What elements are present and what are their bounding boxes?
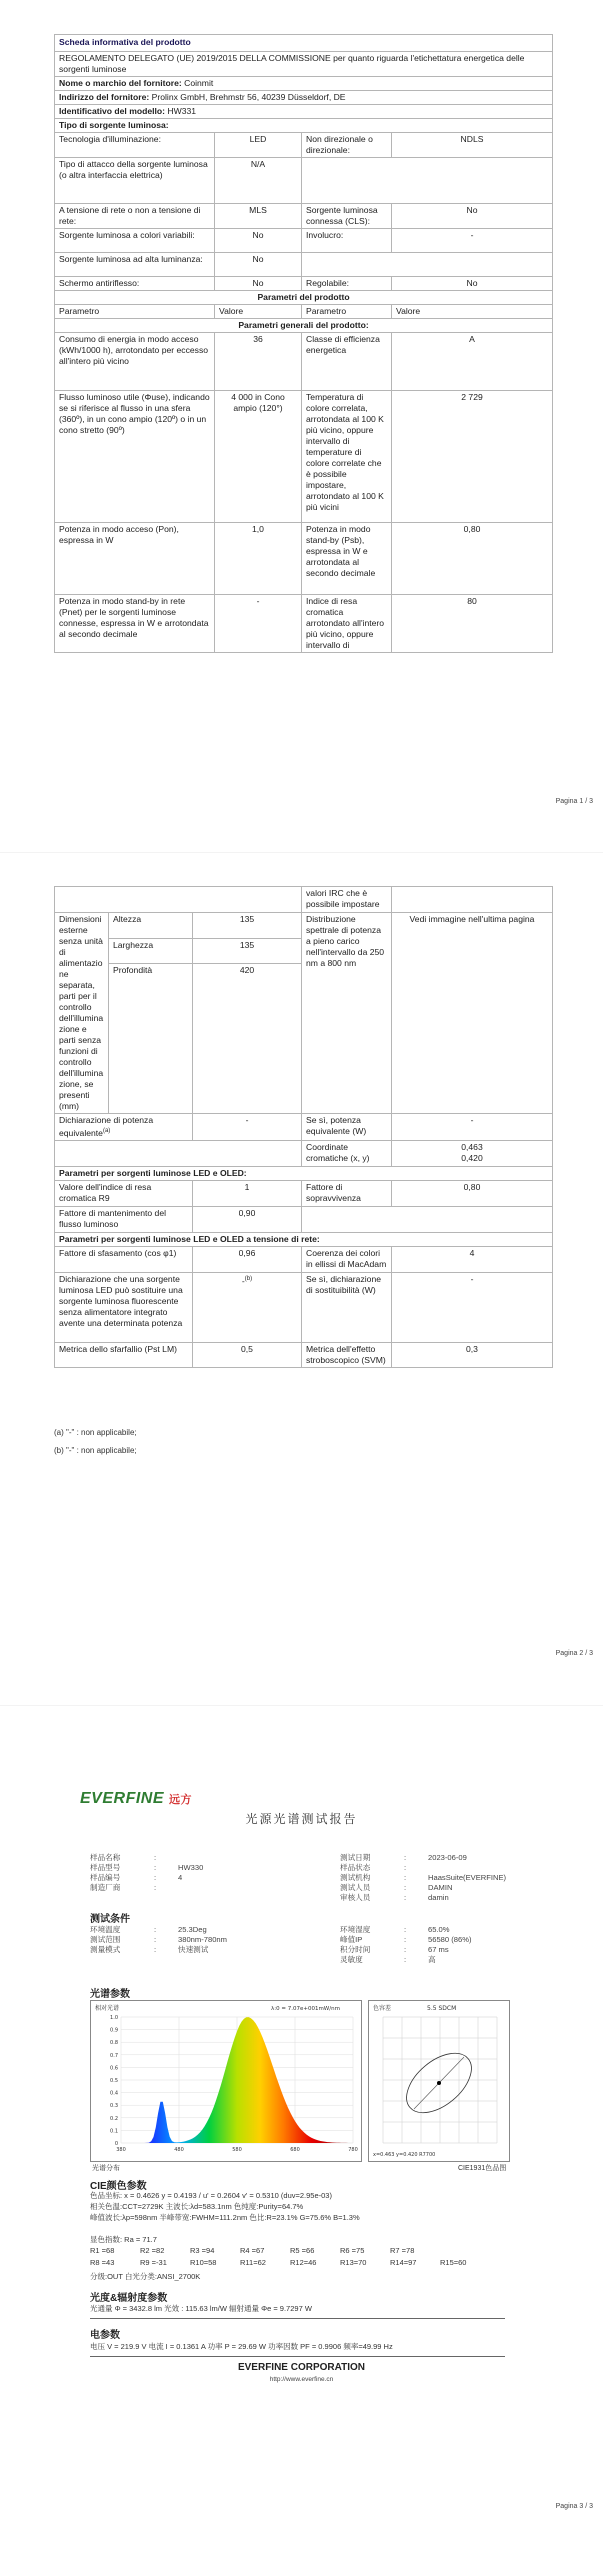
- info-sep: :: [154, 1853, 157, 1862]
- info-value: 65.0%: [428, 1925, 450, 1934]
- info-sep: :: [154, 1925, 157, 1934]
- model-id: HW331: [167, 106, 197, 116]
- info-value: 56580 (86%): [428, 1935, 472, 1944]
- info-row: [90, 1873, 207, 1883]
- y-tick-label: 0: [114, 2141, 118, 2147]
- tech-value: LED: [215, 133, 302, 158]
- light-source-type-heading: Tipo di sorgente luminosa:: [55, 119, 553, 133]
- y-tick-label: 0.1: [110, 2128, 118, 2135]
- flicker-label: Metrica dello sfarfallio (Pst LM): [55, 1342, 193, 1367]
- class-value: A: [392, 333, 553, 391]
- y-tick-label: 1.0: [110, 2015, 118, 2021]
- r-values-row-1: [90, 2246, 440, 2255]
- photometric-line: 光通量 Φ = 3432.8 lm 光效 : 115.63 lm/W 辐射通量 Φe = 9.7297 W: [90, 2304, 312, 2313]
- y-tick-label: 0.4: [110, 2090, 118, 2097]
- info-sep: :: [404, 1925, 407, 1934]
- info-value: HW330: [178, 1863, 204, 1872]
- energy-label: Consumo di energia in modo acceso (kWh/1000 h), arrotondato per eccesso all'intero più vicino: [55, 333, 215, 391]
- report-title: 光源光谱测试报告: [245, 1812, 358, 1826]
- svm-value: 0,3: [392, 1342, 553, 1367]
- r-value: R7 =78: [390, 2246, 415, 2255]
- empty-cell: [55, 1140, 302, 1166]
- class-label: Classe di efficienza energetica: [302, 333, 392, 391]
- sample-info-left: [90, 1853, 207, 1893]
- info-key: 测试机构: [340, 1873, 371, 1882]
- info-key: 测试人员: [340, 1883, 371, 1892]
- spd-value: Vedi immagine nell'ultima pagina: [392, 913, 553, 1114]
- equiv-footnote-ref: (a): [102, 1128, 111, 1134]
- cls-value: No: [392, 204, 553, 229]
- general-params-heading: Parametri generali del prodotto:: [55, 319, 553, 333]
- test-conditions-right: [340, 1925, 475, 1965]
- test-conditions-heading: 测试条件: [90, 1914, 130, 1925]
- info-sep: :: [404, 1955, 407, 1964]
- info-key: 环境湿度: [340, 1925, 371, 1934]
- mains-label: A tensione di rete o non a tensione di rete:: [55, 204, 215, 229]
- x-tick-label: 580: [232, 2147, 242, 2153]
- product-sheet-table-continued: [54, 886, 553, 1368]
- r-value: R9 =-31: [140, 2258, 167, 2267]
- info-value: 高: [428, 1955, 436, 1964]
- footnote-b: (b) "-" : non applicabile;: [54, 1446, 137, 1455]
- equiv-w-value: -: [392, 1114, 553, 1141]
- info-row: [340, 1893, 510, 1903]
- cie-chart-label: 色容差: [373, 2005, 392, 2012]
- cie-grid: [383, 2017, 497, 2143]
- supplier-address: Prolinx GmbH, Brehmstr 56, 40239 Düsseldorf, DE: [151, 92, 346, 102]
- info-value: HaasSuite(EVERFINE): [428, 1873, 507, 1882]
- fluor-w-value: -: [392, 1272, 553, 1342]
- macadam-value: 4: [392, 1246, 553, 1272]
- equiv-w-label: Se sì, potenza equivalente (W): [302, 1114, 392, 1141]
- y-tick-label: 0.6: [110, 2065, 118, 2072]
- page-number: Pagina 3 / 3: [555, 2503, 593, 2510]
- info-row: [90, 1853, 207, 1863]
- r-value: R1 =68: [90, 2246, 115, 2255]
- cie-svg: [369, 2001, 509, 2161]
- info-row: [340, 1873, 510, 1883]
- chromaticity-point: [437, 2081, 441, 2085]
- x-tick-label: 780: [348, 2147, 358, 2153]
- r9-value: 1: [193, 1180, 302, 1206]
- cct-label: Temperatura di colore correlata, arrotondata al 100 K più vicino, oppure intervallo di temperature di colore correlate che è possibile impostare, arrotondato al 100 K più vicini: [302, 391, 392, 523]
- info-key: 积分时间: [340, 1945, 371, 1954]
- spectrum-chart-label: 相对光谱: [95, 2005, 120, 2012]
- cap-value: N/A: [215, 158, 302, 204]
- empty-cell: [302, 1206, 553, 1232]
- test-conditions-left: [90, 1925, 231, 1955]
- page-number: Pagina 2 / 3: [555, 1650, 593, 1657]
- r-value: R15=60: [440, 2258, 467, 2267]
- height-label: Altezza: [109, 913, 193, 939]
- info-sep: :: [154, 1935, 157, 1944]
- mains-value: MLS: [215, 204, 302, 229]
- sample-info-right: [340, 1853, 510, 1903]
- displacement-label: Fattore di sfasamento (cos φ1): [55, 1246, 193, 1272]
- colour-value: No: [215, 229, 302, 253]
- flux-label: Flusso luminoso utile (Φuse), indicando se si riferisce al flusso in una sfera (360º), in un cono ampio (120º) o in un cono stretto (90º): [55, 391, 215, 523]
- maintenance-label: Fattore di mantenimento del flusso luminoso: [55, 1206, 193, 1232]
- info-row: [90, 1863, 207, 1873]
- footnote-a: (a) "-" : non applicabile;: [54, 1428, 137, 1437]
- info-sep: :: [404, 1873, 407, 1882]
- info-sep: :: [404, 1853, 407, 1862]
- photometric-heading: 光度&辐射度参数: [90, 2293, 168, 2304]
- fluor-value-cell: [193, 1272, 302, 1342]
- supplier-address-label: Indirizzo del fornitore:: [59, 92, 150, 102]
- page-title: Scheda informativa del prodotto: [55, 35, 553, 52]
- fluor-label: Dichiarazione che una sorgente luminosa LED può sostituire una sorgente luminosa fluorescente senza alimentatore integrato avente una determinata potenza: [55, 1272, 193, 1342]
- chroma-x: 0,463: [461, 1141, 483, 1152]
- info-key: 测试日期: [340, 1853, 371, 1862]
- cie-params-heading: CIE颜色参数: [90, 2181, 147, 2192]
- supplier-address-row: [55, 91, 553, 105]
- height-value: 135: [193, 913, 302, 939]
- dimmable-value: No: [392, 277, 553, 291]
- cie-line: 相关色温:CCT=2729K 主波长:λd=583.1nm 色纯度:Purity=64.7%: [90, 2202, 304, 2211]
- info-row: [340, 1925, 475, 1935]
- cri-value: 80: [392, 595, 553, 653]
- r-value: R13=70: [340, 2258, 367, 2267]
- r-value: R11=62: [240, 2258, 266, 2267]
- tech-label: Tecnologia d'illuminazione:: [55, 133, 215, 158]
- displacement-value: 0,96: [193, 1246, 302, 1272]
- x-tick-label: 480: [174, 2147, 184, 2153]
- r-value: R5 =66: [290, 2246, 315, 2255]
- spectrum-caption: 光谱分布: [92, 2165, 120, 2172]
- info-value: 4: [178, 1873, 183, 1882]
- regulation-text: REGOLAMENTO DELEGATO (UE) 2019/2015 DELLA COMMISSIONE per quanto riguarda l'etichettatura energetica delle sorgenti luminose: [55, 52, 553, 77]
- page-divider: [0, 852, 603, 853]
- model-label: Identificativo del modello:: [59, 106, 165, 116]
- cct-value: 2 729: [392, 391, 553, 523]
- high-luminance-value: No: [215, 253, 302, 277]
- y-tick-label: 0.2: [110, 2115, 118, 2122]
- r-value: R3 =94: [190, 2246, 215, 2255]
- empty-cell: [302, 158, 553, 204]
- info-sep: :: [404, 1935, 407, 1944]
- info-value: 380nm-780nm: [178, 1935, 227, 1944]
- flicker-value: 0,5: [193, 1342, 302, 1367]
- info-value: 快速测试: [178, 1945, 209, 1954]
- survival-value: 0,80: [392, 1180, 553, 1206]
- energy-value: 36: [215, 333, 302, 391]
- electrical-heading: 电参数: [90, 2330, 120, 2341]
- cie-chart: [368, 2000, 510, 2162]
- spectrum-y-ticks: [110, 2015, 118, 2147]
- info-key: 样品状态: [340, 1863, 371, 1872]
- ra-line: 显色指数: Ra = 71.7: [90, 2235, 157, 2244]
- info-row: [90, 1945, 231, 1955]
- logo-cn: 远方: [168, 1794, 192, 1806]
- r-value: R4 =67: [240, 2246, 265, 2255]
- info-row: [340, 1955, 475, 1965]
- info-key: 样品型号: [90, 1863, 121, 1872]
- corporation-url: http://www.everfine.cn: [269, 2376, 334, 2383]
- info-value: [178, 1883, 207, 1893]
- info-key: 审核人员: [340, 1893, 371, 1902]
- info-key: 灵敏度: [340, 1955, 363, 1964]
- info-row: [340, 1863, 510, 1873]
- supplier-name-label: Nome o marchio del fornitore:: [59, 78, 182, 88]
- depth-label: Profondità: [109, 964, 193, 1114]
- pnet-value: -: [215, 595, 302, 653]
- pnet-label: Potenza in modo stand-by in rete (Pnet) per le sorgenti luminose connesse, espressa in W e arrotondata al secondo decimale: [55, 595, 215, 653]
- page-divider: [0, 1705, 603, 1706]
- pon-label: Potenza in modo acceso (Pon), espressa in W: [55, 523, 215, 595]
- info-row: [340, 1945, 475, 1955]
- info-sep: :: [404, 1863, 407, 1872]
- col-param-header: Parametro: [55, 305, 215, 319]
- info-sep: :: [154, 1883, 157, 1892]
- col-value-header: Valore: [392, 305, 553, 319]
- r-value: R12=46: [290, 2258, 317, 2267]
- r9-label: Valore dell'indice di resa cromatica R9: [55, 1180, 193, 1206]
- spectrum-chart: [90, 2000, 362, 2162]
- r-value: R2 =82: [140, 2246, 165, 2255]
- cie-chart-bottom: x=0.463 y=0.420 R7700: [373, 2152, 436, 2158]
- envelope-label: Involucro:: [302, 229, 392, 253]
- info-key: 制造厂商: [90, 1883, 121, 1892]
- info-key: 环境温度: [90, 1925, 121, 1934]
- r-value: R14=97: [390, 2258, 417, 2267]
- info-value: DAMIN: [428, 1883, 453, 1892]
- logo-text: EVERFINE: [80, 1790, 165, 1807]
- cri-cont-label: valori IRC che è possibile impostare: [302, 887, 392, 913]
- info-sep: :: [154, 1863, 157, 1872]
- y-tick-label: 0.9: [110, 2027, 118, 2034]
- psb-value: 0,80: [392, 523, 553, 595]
- fluor-value: -: [241, 1275, 245, 1286]
- corporation-name: EVERFINE CORPORATION: [237, 2362, 366, 2373]
- y-tick-label: 0.5: [110, 2078, 118, 2084]
- depth-value: 420: [193, 964, 302, 1114]
- mains-led-params-heading: Parametri per sorgenti luminose LED e OLED a tensione di rete:: [55, 1232, 553, 1246]
- equiv-label-cell: [55, 1114, 193, 1141]
- y-tick-label: 0.3: [110, 2103, 118, 2110]
- info-value: [428, 1863, 510, 1873]
- envelope-value: -: [392, 229, 553, 253]
- glare-value: No: [215, 277, 302, 291]
- info-sep: :: [154, 1873, 157, 1882]
- cie-lines: [90, 2190, 360, 2223]
- section-divider: [90, 2318, 505, 2319]
- high-luminance-label: Sorgente luminosa ad alta luminanza:: [55, 253, 215, 277]
- nondir-value: NDLS: [392, 133, 553, 158]
- equiv-value: -: [193, 1114, 302, 1141]
- info-sep: :: [404, 1945, 407, 1954]
- spd-label: Distribuzione spettrale di potenza a pieno carico nell'intervallo da 250 nm a 800 nm: [302, 913, 392, 1114]
- info-key: 峰值IP: [340, 1935, 363, 1944]
- cie-caption: CIE1931色品图: [458, 2165, 507, 2172]
- info-sep: :: [404, 1883, 407, 1892]
- chroma-label: Coordinate cromatiche (x, y): [302, 1140, 392, 1166]
- cri-label: Indice di resa cromatica arrotondato all'intero più vicino, oppure intervallo di: [302, 595, 392, 653]
- width-label: Larghezza: [109, 938, 193, 964]
- info-row: [90, 1935, 231, 1945]
- info-row: [90, 1883, 207, 1893]
- col-param-header: Parametro: [302, 305, 392, 319]
- chroma-value: [392, 1140, 553, 1166]
- led-params-heading: Parametri per sorgenti luminose LED e OLED:: [55, 1166, 553, 1180]
- info-row: [90, 1925, 231, 1935]
- col-value-header: Valore: [215, 305, 302, 319]
- page-number: Pagina 1 / 3: [555, 798, 593, 805]
- info-value: 25.3Deg: [178, 1925, 207, 1934]
- spectral-params-heading: 光谱参数: [90, 1989, 130, 2000]
- cie-chart-corner: 5.5 SDCM: [427, 2005, 457, 2012]
- x-tick-label: 680: [290, 2147, 300, 2153]
- colour-label: Sorgente luminosa a colori variabili:: [55, 229, 215, 253]
- r-value: R8 =43: [90, 2258, 115, 2267]
- info-key: 样品编号: [90, 1873, 121, 1882]
- macadam-label: Coerenza dei colori in ellissi di MacAdam: [302, 1246, 392, 1272]
- equiv-label: Dichiarazione di potenza equivalente: [59, 1115, 154, 1138]
- survival-label: Fattore di sopravvivenza: [302, 1180, 392, 1206]
- info-sep: :: [154, 1945, 157, 1954]
- info-key: 测量模式: [90, 1945, 121, 1954]
- svm-label: Metrica dell'effetto stroboscopico (SVM): [302, 1342, 392, 1367]
- spectrum-svg: [91, 2001, 361, 2161]
- flux-value: 4 000 in Cono ampio (120°): [215, 391, 302, 523]
- y-tick-label: 0.7: [110, 2052, 118, 2059]
- info-key: 样品名称: [90, 1853, 121, 1862]
- glare-label: Schermo antiriflesso:: [55, 277, 215, 291]
- cls-label: Sorgente luminosa connessa (CLS):: [302, 204, 392, 229]
- width-value: 135: [193, 938, 302, 964]
- spectrum-chart-corner: λ:0 = 7.07e+001mW/nm: [271, 2006, 340, 2012]
- r-value: R10=58: [190, 2258, 217, 2267]
- everfine-logo: [80, 1790, 192, 1808]
- product-sheet-table: [54, 34, 553, 653]
- dims-label: Dimensioni esterne senza unità di alimentazione separata, parti per il controllo dell'illuminazione e parti senza funzioni di controllo dell'illuminazione, se presenti (mm): [55, 913, 109, 1114]
- electrical-line: 电压 V = 219.9 V 电流 I = 0.1361 A 功率 P = 29.69 W 功率因数 PF = 0.9906 频率=49.99 Hz: [90, 2342, 393, 2351]
- dimmable-label: Regolabile:: [302, 277, 392, 291]
- nondir-label: Non direzionale o direzionale:: [302, 133, 392, 158]
- cie-line: 峰值波长:λp=598nm 半峰带宽:FWHM=111.2nm 色比:R=23.1% G=75.6% B=1.3%: [90, 2213, 360, 2222]
- r-value: R6 =75: [340, 2246, 365, 2255]
- x-tick-label: 380: [116, 2147, 126, 2153]
- info-value: [178, 1853, 207, 1863]
- empty-cell: [55, 887, 302, 913]
- cie-line: 色品坐标: x = 0.4626 y = 0.4193 / u' = 0.2604 v' = 0.5310 (duv=2.95e-03): [90, 2191, 332, 2200]
- info-row: [340, 1883, 510, 1893]
- grade-line: 分级:OUT 白光分类:ANSI_2700K: [90, 2272, 201, 2281]
- model-row: [55, 105, 553, 119]
- info-sep: :: [404, 1893, 407, 1902]
- empty-cell: [392, 887, 553, 913]
- spectrum-x-ticks: [116, 2147, 358, 2153]
- chroma-y: 0,420: [461, 1152, 483, 1163]
- r-values-row-2: [90, 2258, 490, 2267]
- pon-value: 1,0: [215, 523, 302, 595]
- product-params-heading: Parametri del prodotto: [55, 291, 553, 305]
- supplier-name: Coinmit: [184, 78, 214, 88]
- info-value: 2023-06-09: [428, 1853, 467, 1862]
- info-value: 67 ms: [428, 1945, 449, 1954]
- fluor-footnote-ref: (b): [244, 1275, 253, 1282]
- cap-label: Tipo di attacco della sorgente luminosa (o altra interfaccia elettrica): [55, 158, 215, 204]
- supplier-name-row: [55, 77, 553, 91]
- info-row: [340, 1853, 510, 1863]
- info-value: damin: [428, 1893, 449, 1902]
- section-divider: [90, 2356, 505, 2357]
- info-key: 测试范围: [90, 1935, 121, 1944]
- fluor-w-label: Se sì, dichiarazione di sostituibilità (W): [302, 1272, 392, 1342]
- maintenance-value: 0,90: [193, 1206, 302, 1232]
- psb-label: Potenza in modo stand-by (Psb), espressa in W e arrotondata al secondo decimale: [302, 523, 392, 595]
- empty-cell: [302, 253, 553, 277]
- y-tick-label: 0.8: [110, 2040, 118, 2047]
- info-row: [340, 1935, 475, 1945]
